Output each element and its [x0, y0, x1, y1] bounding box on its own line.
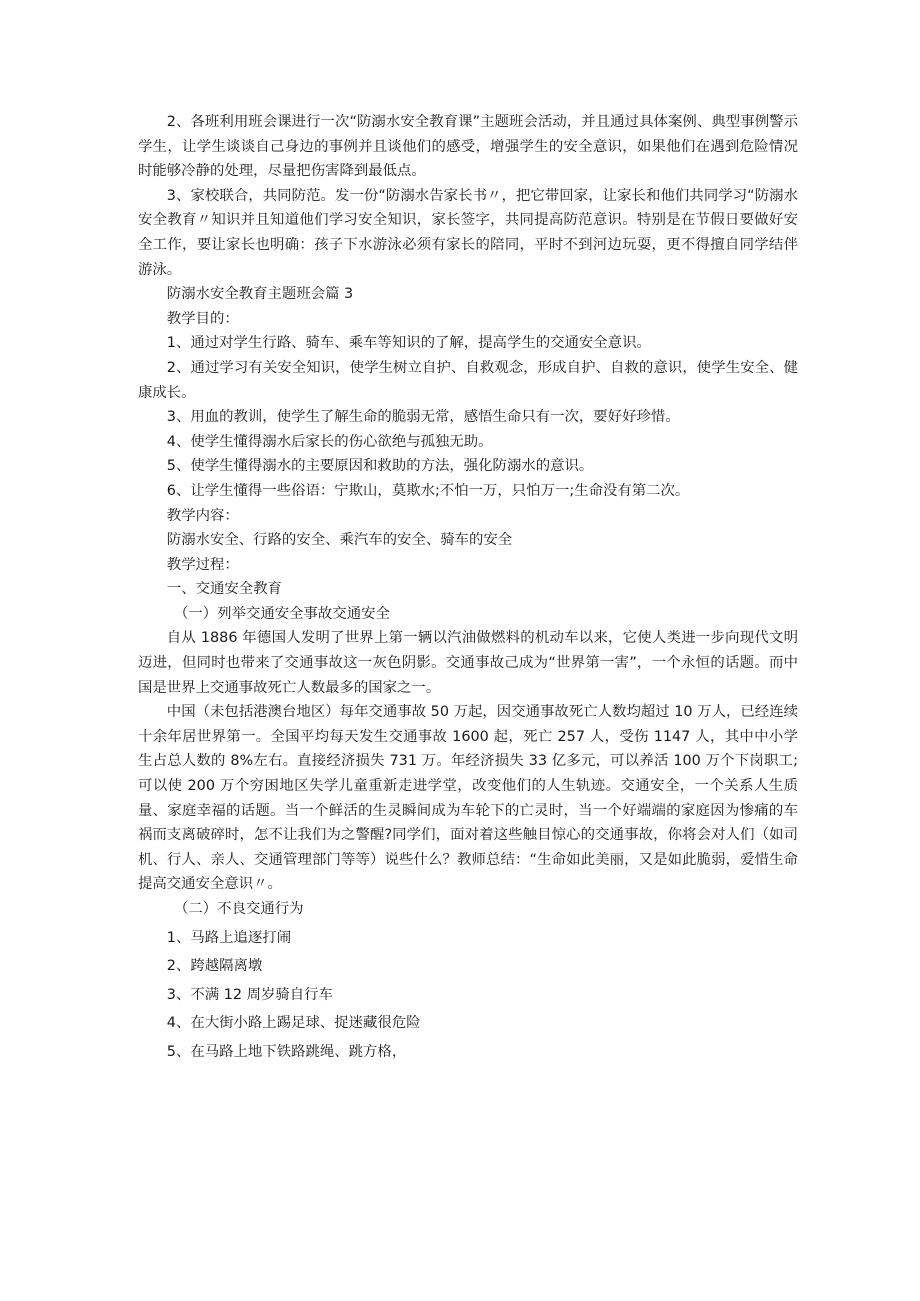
teaching-content-label: 教学内容：	[166, 507, 239, 524]
goal-item-2: 2、通过学习有关安全知识，使学生树立自护、自救观念，形成自护、自救的意识，使学生安全、健康成长。	[138, 359, 798, 401]
goal-item-1: 1、通过对学生行路、骑车、乘车等知识的了解，提高学生的交通安全意识。	[166, 335, 651, 352]
section-heading-part-3: 防溺水安全教育主题班会篇 3	[166, 286, 354, 303]
teaching-process-label: 教学过程：	[166, 556, 239, 573]
bad-behavior-item-4: 4、在大街小路上踢足球、捉迷藏很危险	[166, 1015, 421, 1032]
section-heading-traffic-safety: 一、交通安全教育	[166, 581, 282, 598]
goal-item-3: 3、用血的教训，使学生了解生命的脆弱无常，感悟生命只有一次，要好好珍惜。	[166, 409, 680, 426]
bad-behavior-item-5: 5、在马路上地下铁路跳绳、跳方格，	[166, 1043, 407, 1060]
paragraph-item-3-home-school: 3、家校联合，共同防范。发一份“防溺水告家长书〃，把它带回家，让家长和他们共同学习“防溺水安全教育〃知识并且知道他们学习安全知识，家长签字，共同提高防范意识。特别是在节假日要做好安全工作，要让家长也明确：孩子下水游泳必须有家长的陪同，平时不到河边玩耍，更不得擅自同学结伴游泳。	[138, 187, 798, 278]
bad-behavior-item-2: 2、跨越隔离墩	[166, 958, 263, 975]
bad-behavior-item-3: 3、不满 12 周岁骑自行车	[166, 986, 333, 1003]
goal-item-6: 6、让学生懂得一些俗语：宁欺山，莫欺水;不怕一万，只怕万一;生命没有第二次。	[166, 482, 690, 499]
paragraph-item-2-class-meeting: 2、各班利用班会课进行一次“防溺水安全教育课”主题班会活动，并且通过具体案例、典型事例警示学生，让学生谈谈自己身边的事例并且谈他们的感受，增强学生的安全意识，如果他们在遇到危险情况时能够冷静的处理，尽量把伤害降到最低点。	[138, 114, 798, 180]
teaching-goals-label: 教学目的：	[166, 310, 239, 327]
teaching-content-text: 防溺水安全、行路的安全、乘汽车的安全、骑车的安全	[166, 532, 513, 549]
subsection-heading-accidents: （一）列举交通安全事故交通安全	[174, 605, 390, 622]
bad-behavior-item-1: 1、马路上追逐打闹	[166, 929, 292, 946]
paragraph-statistics: 中国（未包括港澳台地区）每年交通事故 50 万起，因交通事故死亡人数均超过 10 万人，已经连续十余年居世界第一。全国平均每天发生交通事故 1600 起，死亡 257 人，受伤 1147 人，其中中小学生占总人数的 8%左右。直接经济损失 731 万。年经济损失 33 亿多元，可以养活 100 万个下岗职工;可以使 200 万个穷困地区失学儿童重新走进学堂，改变他们的人生轨迹。交通安全，一个关系人生质量、家庭幸福的话题。当一个鲜活的生灵瞬间成为车轮下的亡灵时，当一个好端端的家庭因为惨痛的车祸而支离破碎时，怎不让我们为之警醒?同学们，面对着这些触目惊心的交通事故，你将会对人们（如司机、行人、亲人、交通管理部门等等）说些什么？教师总结：“生命如此美丽，又是如此脆弱，爱惜生命提高交通安全意识〃。	[138, 704, 798, 893]
goal-item-5: 5、使学生懂得溺水的主要原因和救助的方法，强化防溺水的意识。	[166, 458, 594, 475]
paragraph-history: 自从 1886 年德国人发明了世界上第一辆以汽油做燃料的机动车以来，它使人类进一步向现代文明迈进，但同时也带来了交通事故这一灰色阴影。交通事故己成为“世界第一害”，一个永恒的话题。而中国是世界上交通事故死亡人数最多的国家之一。	[138, 630, 798, 696]
subsection-heading-bad-behaviors: （二）不良交通行为	[174, 901, 304, 917]
document-body	[138, 110, 798, 1065]
goal-item-4: 4、使学生懂得溺水后家长的伤心欲绝与孤独无助。	[166, 433, 493, 450]
